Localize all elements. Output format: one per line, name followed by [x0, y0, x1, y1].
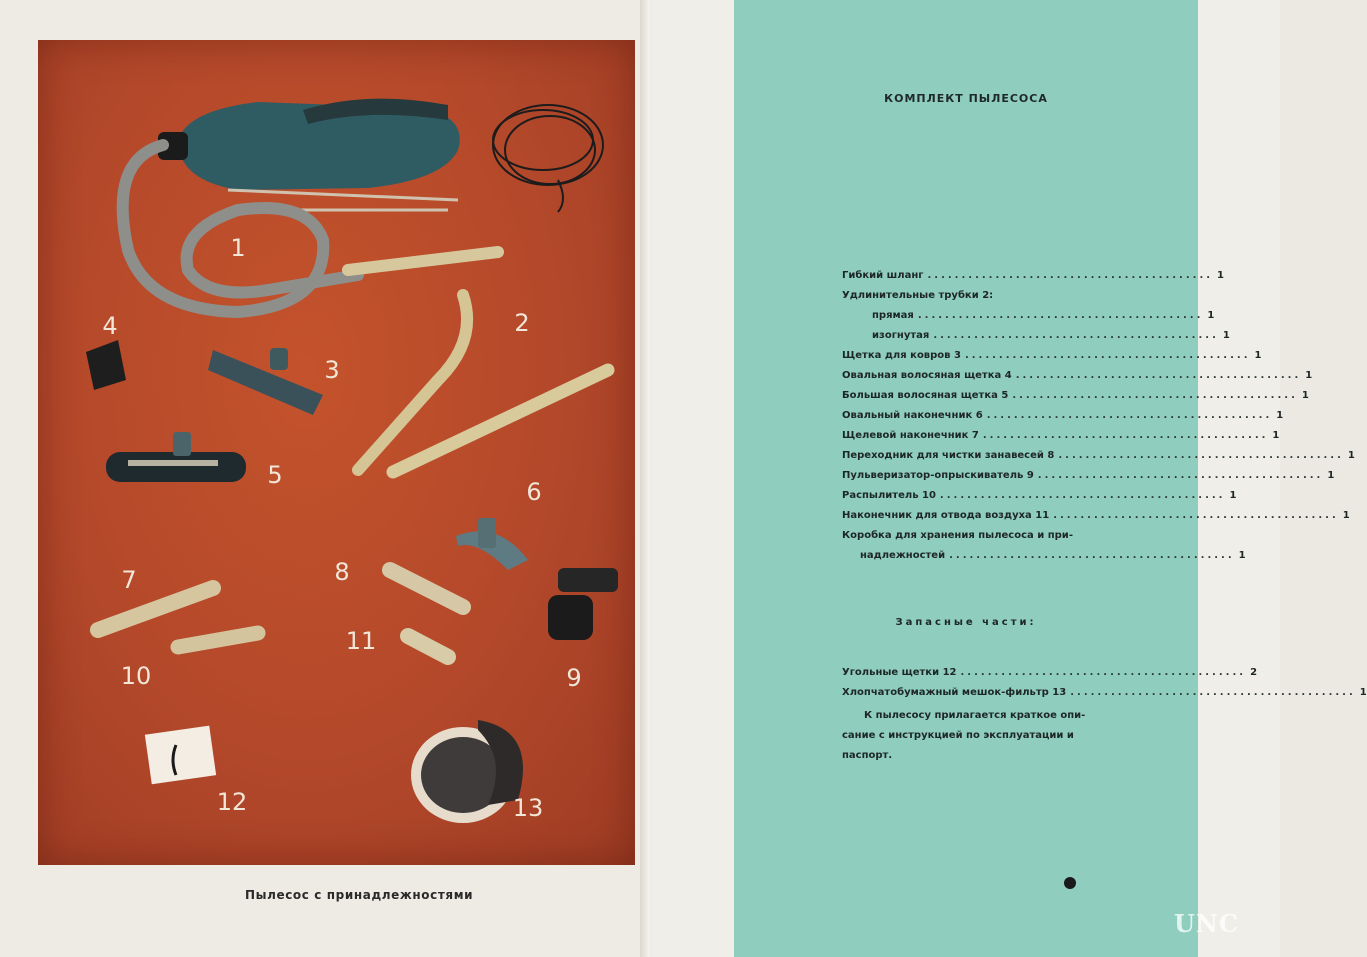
left-page — [0, 0, 648, 957]
kit-title: КОМПЛЕКТ ПЫЛЕСОСА — [884, 92, 1048, 105]
list-item: Наконечник для отвода воздуха 11 .......................................... 1 — [842, 510, 1350, 521]
crevice-nozzle-icon — [98, 588, 213, 630]
accessories-photo — [38, 40, 635, 865]
item-number-11: 11 — [345, 627, 377, 655]
list-item: Овальный наконечник 6 .......................................... 1 — [842, 410, 1284, 421]
accessories-illustration — [38, 40, 635, 865]
item-number-4: 4 — [102, 312, 118, 340]
list-item: Хлопчатобумажный мешок-фильтр 13 .......................................... 1 — [842, 687, 1367, 698]
sprayer-icon — [178, 633, 258, 647]
item-number-6: 6 — [526, 478, 542, 506]
sprayer-jar-icon — [548, 568, 618, 640]
list-item: Щелевой наконечник 7 .......................................... 1 — [842, 430, 1280, 441]
note-paragraph — [842, 706, 1142, 766]
list-item: Переходник для чистки занавесей 8 .......................................... 1 — [842, 450, 1355, 461]
list-item: Распылитель 10 .......................................... 1 — [842, 490, 1237, 501]
carbon-brushes-icon — [145, 726, 216, 785]
list-item: прямая .......................................... 1 — [872, 310, 1215, 321]
list-item: Гибкий шланг .......................................... 1 — [842, 270, 1225, 281]
right-page — [652, 0, 1367, 957]
list-item: Угольные щетки 12 .......................................... 2 — [842, 667, 1258, 678]
list-item: Щетка для ковров 3 .......................................... 1 — [842, 350, 1262, 361]
item-number-1: 1 — [230, 234, 246, 262]
note-line: сание с инструкцией по эксплуатации и — [842, 730, 1074, 741]
note-line: паспорт. — [842, 750, 893, 761]
oval-nozzle-icon — [456, 518, 528, 570]
page-dot — [1064, 877, 1076, 889]
list-item: надлежностей .......................................... 1 — [860, 550, 1246, 561]
list-item: изогнутая .......................................... 1 — [872, 330, 1230, 341]
item-number-2: 2 — [514, 309, 530, 337]
hose-tube-icon — [348, 252, 498, 270]
air-nozzle-icon — [408, 636, 448, 657]
large-brush-icon — [106, 432, 246, 482]
spare-parts-list — [842, 663, 1367, 703]
item-number-8: 8 — [334, 558, 350, 586]
item-number-5: 5 — [267, 461, 283, 489]
item-number-9: 9 — [566, 664, 582, 692]
photo-caption: Пылесос с принадлежностями — [245, 888, 474, 902]
item-number-12: 12 — [216, 788, 248, 816]
watermark-text: UNC — [1174, 909, 1239, 938]
list-item: Овальная волосяная щетка 4 .......................................... 1 — [842, 370, 1313, 381]
list-item: Удлинительные трубки 2: — [842, 290, 994, 301]
vacuum-cleaner-icon — [158, 99, 460, 210]
item-number-10: 10 — [120, 662, 152, 690]
list-item: Пульверизатор-опрыскиватель 9 .......................................... 1 — [842, 470, 1335, 481]
list-item: Коробка для хранения пылесоса и при- — [842, 530, 1073, 541]
list-item: Большая волосяная щетка 5 .......................................... 1 — [842, 390, 1309, 401]
watermark-logo — [1162, 898, 1262, 948]
carpet-brush-icon — [208, 348, 323, 415]
item-number-3: 3 — [324, 356, 340, 384]
item-number-13: 13 — [512, 794, 544, 822]
straight-tube-icon — [393, 370, 608, 472]
item-number-7: 7 — [121, 566, 137, 594]
filter-bag-icon — [411, 720, 523, 823]
spare-parts-title: Запасные части: — [895, 617, 1037, 628]
note-line: К пылесосу прилагается краткое опи- — [864, 710, 1086, 721]
power-cord-icon — [493, 105, 603, 212]
oval-brush-icon — [86, 340, 126, 390]
kit-list — [842, 266, 1355, 566]
curtain-adapter-icon — [390, 570, 463, 607]
